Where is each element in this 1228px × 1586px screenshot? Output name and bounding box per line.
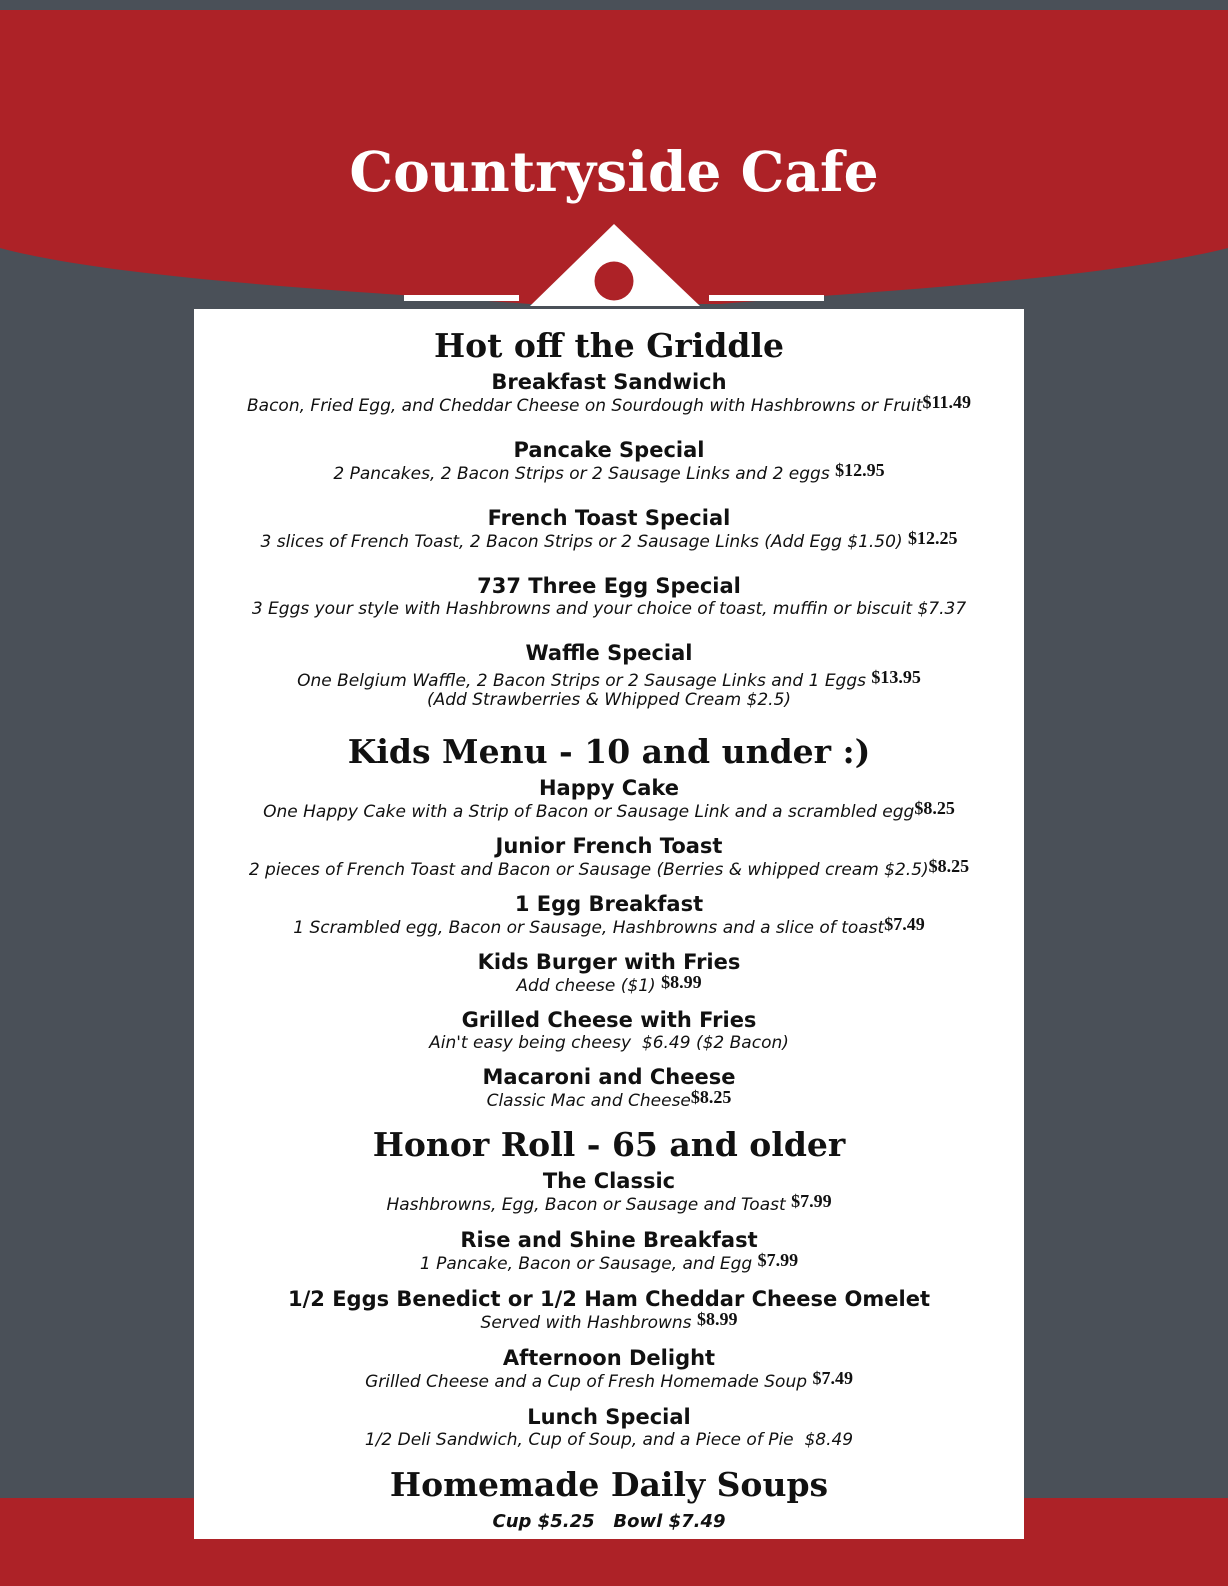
item-name: Rise and Shine Breakfast bbox=[460, 1228, 758, 1252]
item-desc: 1/2 Deli Sandwich, Cup of Soup, and a Piece of Pie $8.49 bbox=[364, 1430, 854, 1450]
menu-card bbox=[194, 309, 1024, 1539]
item-price: $13.95 bbox=[871, 667, 921, 687]
item-desc-line bbox=[194, 1033, 1024, 1054]
item-desc-line bbox=[194, 1250, 1024, 1275]
menu-item bbox=[194, 437, 1024, 485]
item-desc-line bbox=[194, 528, 1024, 553]
section-honor-roll bbox=[194, 1122, 1024, 1451]
section-title: Honor Roll - 65 and older bbox=[372, 1125, 846, 1164]
item-name: The Classic bbox=[542, 1169, 676, 1193]
item-name: 737 Three Egg Special bbox=[477, 574, 741, 598]
item-desc-line bbox=[194, 1191, 1024, 1216]
menu-item bbox=[194, 1286, 1024, 1334]
section-title: Hot off the Griddle bbox=[433, 326, 784, 365]
item-price: $8.25 bbox=[928, 856, 970, 876]
item-name: Macaroni and Cheese bbox=[482, 1065, 736, 1089]
menu-item bbox=[194, 1345, 1024, 1393]
item-desc: Served with Hashbrowns bbox=[480, 1313, 692, 1333]
item-name: French Toast Special bbox=[487, 506, 731, 530]
item-desc-line bbox=[194, 1430, 1024, 1451]
menu-item bbox=[194, 640, 1024, 709]
item-price: $8.99 bbox=[661, 972, 702, 992]
item-price: $12.95 bbox=[835, 460, 885, 480]
item-desc: One Happy Cake with a Strip of Bacon or Sausage Link and a scrambled egg bbox=[263, 802, 915, 822]
item-price: $11.49 bbox=[922, 392, 971, 412]
section-kids bbox=[194, 729, 1024, 1112]
item-desc: 3 Eggs your style with Hashbrowns and your choice of toast, muffin or biscuit $7.37 bbox=[251, 599, 967, 619]
menu-item bbox=[194, 833, 1024, 881]
left-rule bbox=[404, 295, 519, 301]
menu-item bbox=[194, 369, 1024, 417]
item-desc-line bbox=[194, 460, 1024, 485]
item-desc-line bbox=[194, 392, 1024, 417]
item-desc-line bbox=[194, 1309, 1024, 1334]
item-price: $8.25 bbox=[914, 798, 955, 818]
item-name: 1 Egg Breakfast bbox=[514, 892, 704, 916]
item-desc: 1 Scrambled egg, Bacon or Sausage, Hashbrowns and a slice of toast bbox=[293, 918, 885, 938]
item-desc-line bbox=[194, 1368, 1024, 1393]
menu-item bbox=[194, 1064, 1024, 1112]
item-desc: Hashbrowns, Egg, Bacon or Sausage and Toast bbox=[386, 1195, 786, 1215]
tag-hole bbox=[595, 262, 634, 301]
section-soups bbox=[194, 1462, 1024, 1536]
item-desc: 2 Pancakes, 2 Bacon Strips or 2 Sausage Links and 2 eggs bbox=[333, 464, 830, 484]
item-price: $7.99 bbox=[791, 1191, 832, 1211]
menu-item bbox=[194, 1404, 1024, 1451]
item-name: Kids Burger with Fries bbox=[477, 950, 741, 974]
item-name: 1/2 Eggs Benedict or 1/2 Ham Cheddar Cheese Omelet bbox=[288, 1287, 930, 1311]
item-price: $7.99 bbox=[757, 1250, 799, 1270]
item-desc: One Belgium Waffle, 2 Bacon Strips or 2 Sausage Links and 1 Eggs bbox=[297, 671, 866, 691]
section-title: Kids Menu - 10 and under :) bbox=[347, 732, 871, 771]
item-price: $8.99 bbox=[696, 1309, 738, 1329]
item-desc: Ain't easy being cheesy $6.49 ($2 Bacon) bbox=[429, 1033, 789, 1053]
menu-item bbox=[194, 1007, 1024, 1054]
item-name: Breakfast Sandwich bbox=[491, 370, 727, 394]
cafe-title: Countryside Cafe bbox=[349, 139, 879, 204]
item-desc: Bacon, Fried Egg, and Cheddar Cheese on Sourdough with Hashbrowns or Fruit bbox=[247, 396, 923, 416]
item-desc-line bbox=[194, 1087, 1024, 1112]
item-price: $12.25 bbox=[907, 528, 958, 548]
item-price: $8.25 bbox=[690, 1087, 732, 1107]
item-desc-line bbox=[194, 972, 1024, 997]
item-desc-line bbox=[194, 798, 1024, 823]
item-desc: 1 Pancake, Bacon or Sausage, and Egg bbox=[419, 1254, 753, 1274]
item-desc-line bbox=[194, 599, 1024, 620]
item-price: $7.49 bbox=[812, 1368, 853, 1388]
item-price: $7.49 bbox=[884, 914, 925, 934]
menu-item bbox=[194, 1227, 1024, 1275]
menu-item bbox=[194, 505, 1024, 553]
item-desc: 2 pieces of French Toast and Bacon or Sausage (Berries & whipped cream $2.5) bbox=[248, 860, 929, 880]
item-name: Pancake Special bbox=[513, 438, 705, 462]
item-name: Happy Cake bbox=[538, 776, 680, 800]
item-desc-line bbox=[194, 667, 1024, 692]
menu-item bbox=[194, 775, 1024, 823]
menu-item bbox=[194, 573, 1024, 620]
item-name: Afternoon Delight bbox=[502, 1346, 716, 1370]
menu-item bbox=[194, 949, 1024, 997]
section-griddle bbox=[194, 323, 1024, 709]
right-rule bbox=[709, 295, 824, 301]
menu-item bbox=[194, 1168, 1024, 1216]
item-name: Grilled Cheese with Fries bbox=[461, 1008, 757, 1032]
item-desc: Grilled Cheese and a Cup of Fresh Homemade Soup bbox=[365, 1372, 808, 1392]
item-desc-line bbox=[194, 856, 1024, 881]
item-desc: 3 slices of French Toast, 2 Bacon Strips or 2 Sausage Links (Add Egg $1.50) bbox=[260, 532, 903, 552]
item-name: Junior French Toast bbox=[495, 834, 723, 858]
section-title: Homemade Daily Soups bbox=[389, 1465, 829, 1504]
item-name: Lunch Special bbox=[527, 1405, 691, 1429]
item-note: (Add Strawberries & Whipped Cream $2.5) bbox=[426, 690, 792, 710]
item-desc: Classic Mac and Cheese bbox=[486, 1091, 691, 1111]
item-desc: Add cheese ($1) bbox=[516, 976, 656, 996]
menu-item bbox=[194, 891, 1024, 939]
soup-prices: Cup $5.25 Bowl $7.49 bbox=[492, 1511, 726, 1532]
item-name: Waffle Special bbox=[525, 641, 693, 665]
item-desc-line bbox=[194, 914, 1024, 939]
